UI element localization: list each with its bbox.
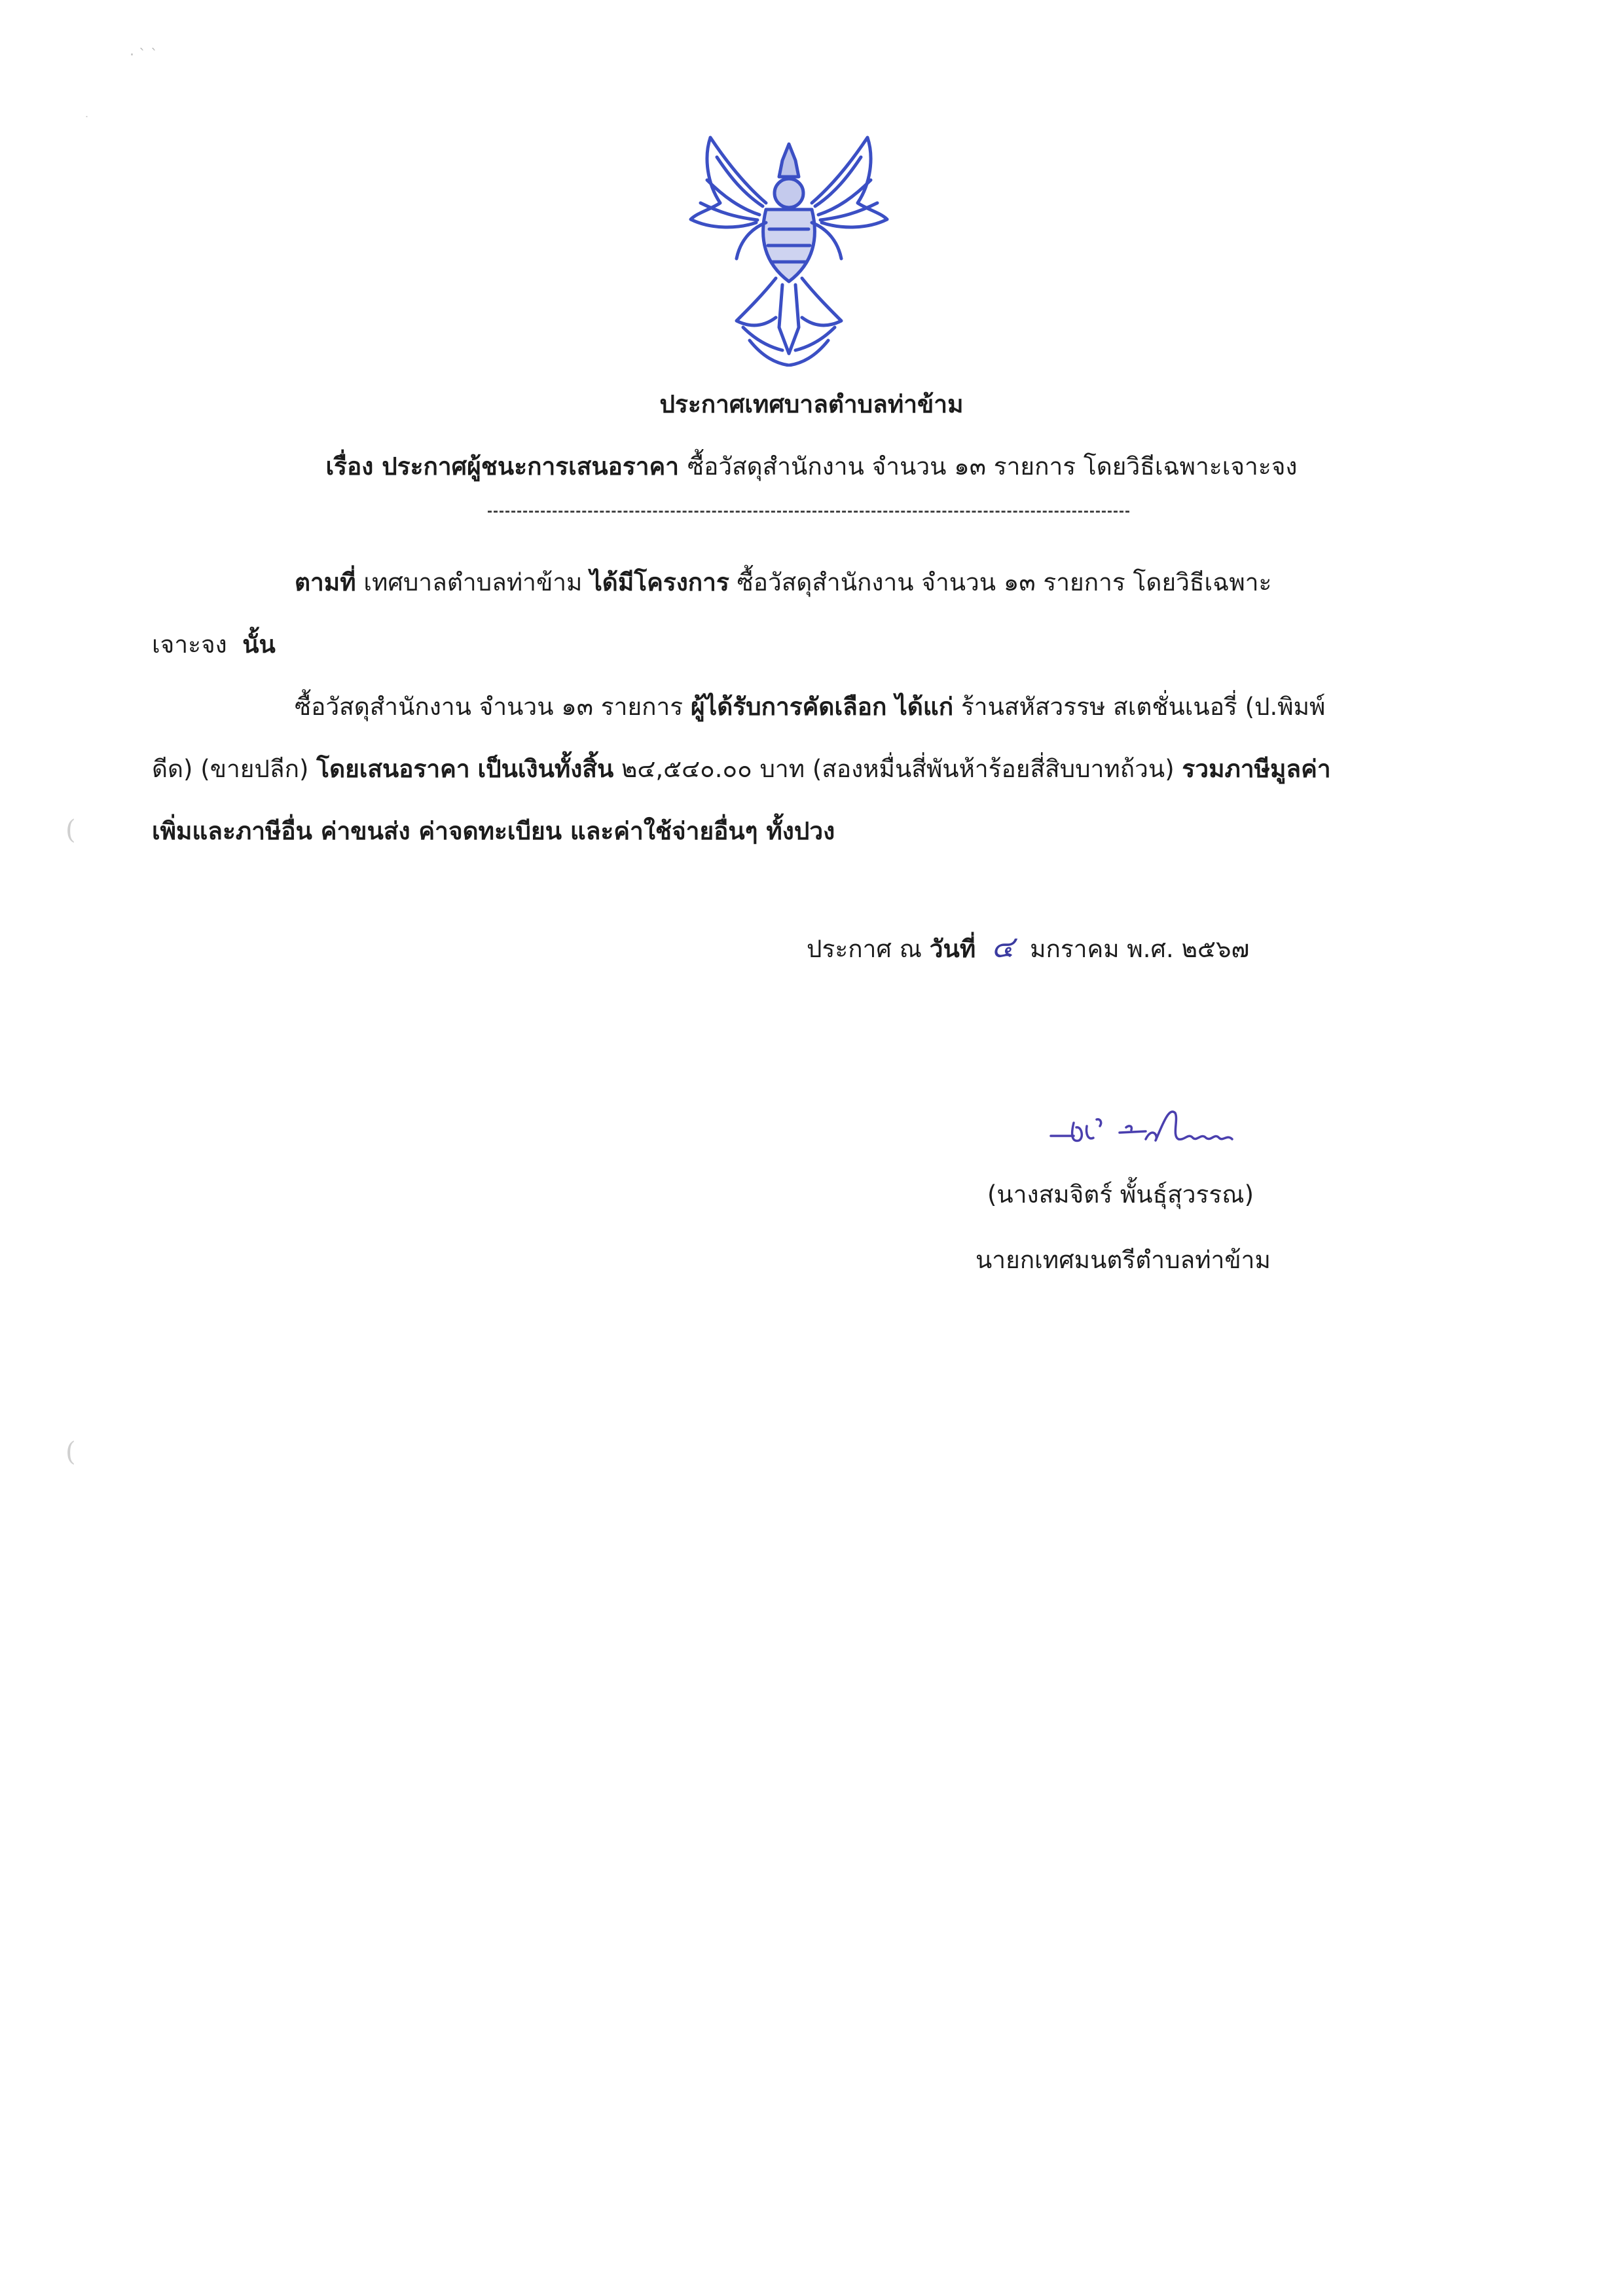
p1-l1-a: ตามที่: [295, 568, 356, 596]
document-title: ประกาศเทศบาลตำบลท่าข้าม: [659, 390, 964, 418]
p2-l1-c: ร้านสหัสวรรษ สเตชั่นเนอรี่ (ป.พิมพ์: [960, 693, 1326, 721]
subject-detail: ซื้อวัสดุสำนักงาน จำนวน ๑๓ รายการ โดยวิธีเฉพาะเจาะจง: [687, 452, 1298, 481]
signer-name: (นางสมจิตร์ พั้นธุ์สุวรรณ): [987, 1180, 1254, 1209]
announce-date: [807, 923, 1249, 971]
handwritten-signature: [1048, 1100, 1270, 1165]
p2-l1-b: ผู้ได้รับการคัดเลือก ได้แก่: [690, 693, 954, 721]
paragraph2-line3: เพิ่มและภาษีอื่น ค่าขนส่ง ค่าจดทะเบียน และค่าใช้จ่ายอื่นๆ ทั้งปวง: [152, 817, 835, 845]
garuda-emblem-icon: [684, 131, 894, 367]
p2-l1-a: ซื้อวัสดุสำนักงาน จำนวน ๑๓ รายการ: [295, 693, 684, 721]
dashed-divider: [488, 511, 1129, 513]
binding-mark: (: [65, 815, 76, 845]
date-day-handwritten: ๔: [991, 929, 1015, 964]
paragraph2-line1: [295, 687, 1325, 726]
p2-l2-a: ดีด) (ขายปลีก): [152, 755, 309, 783]
paragraph1-line2: [152, 625, 276, 664]
p1-l1-c: ได้มีโครงการ: [590, 568, 729, 596]
p1-l1-d: ซื้อวัสดุสำนักงาน จำนวน ๑๓ รายการ โดยวิธีเฉพาะ: [737, 568, 1272, 596]
p2-l2-d: ๒๔,๕๔๐.๐๐ บาท (สองหมื่นสี่พันห้าร้อยสี่สิบบาทถ้วน): [621, 755, 1175, 783]
scan-speck: · ˋ ˋ: [130, 47, 158, 64]
date-month-year: มกราคม พ.ศ. ๒๕๖๗: [1030, 935, 1250, 963]
p1-l2-b: นั้น: [242, 630, 276, 659]
date-day-label: วันที่: [929, 935, 976, 963]
p1-l1-b: เทศบาลตำบลท่าข้าม: [363, 568, 583, 596]
document-subject: [0, 447, 1623, 486]
paragraph1-line1: [295, 563, 1271, 602]
p2-l2-b: โดยเสนอราคา: [316, 755, 470, 783]
binding-mark: (: [65, 1437, 76, 1467]
subject-prefix: เรื่อง ประกาศผู้ชนะการเสนอราคา: [325, 452, 680, 481]
signer-position: นายกเทศมนตรีตำบลท่าข้าม: [976, 1246, 1271, 1274]
p2-l2-c: เป็นเงินทั้งสิ้น: [477, 755, 614, 783]
scan-speck: ˙: [84, 115, 90, 128]
paragraph2-line2: [152, 750, 1331, 788]
date-prefix: ประกาศ ณ: [807, 935, 922, 963]
p1-l2-a: เจาะจง: [152, 630, 227, 659]
p2-l2-e: รวมภาษีมูลค่า: [1182, 755, 1331, 783]
